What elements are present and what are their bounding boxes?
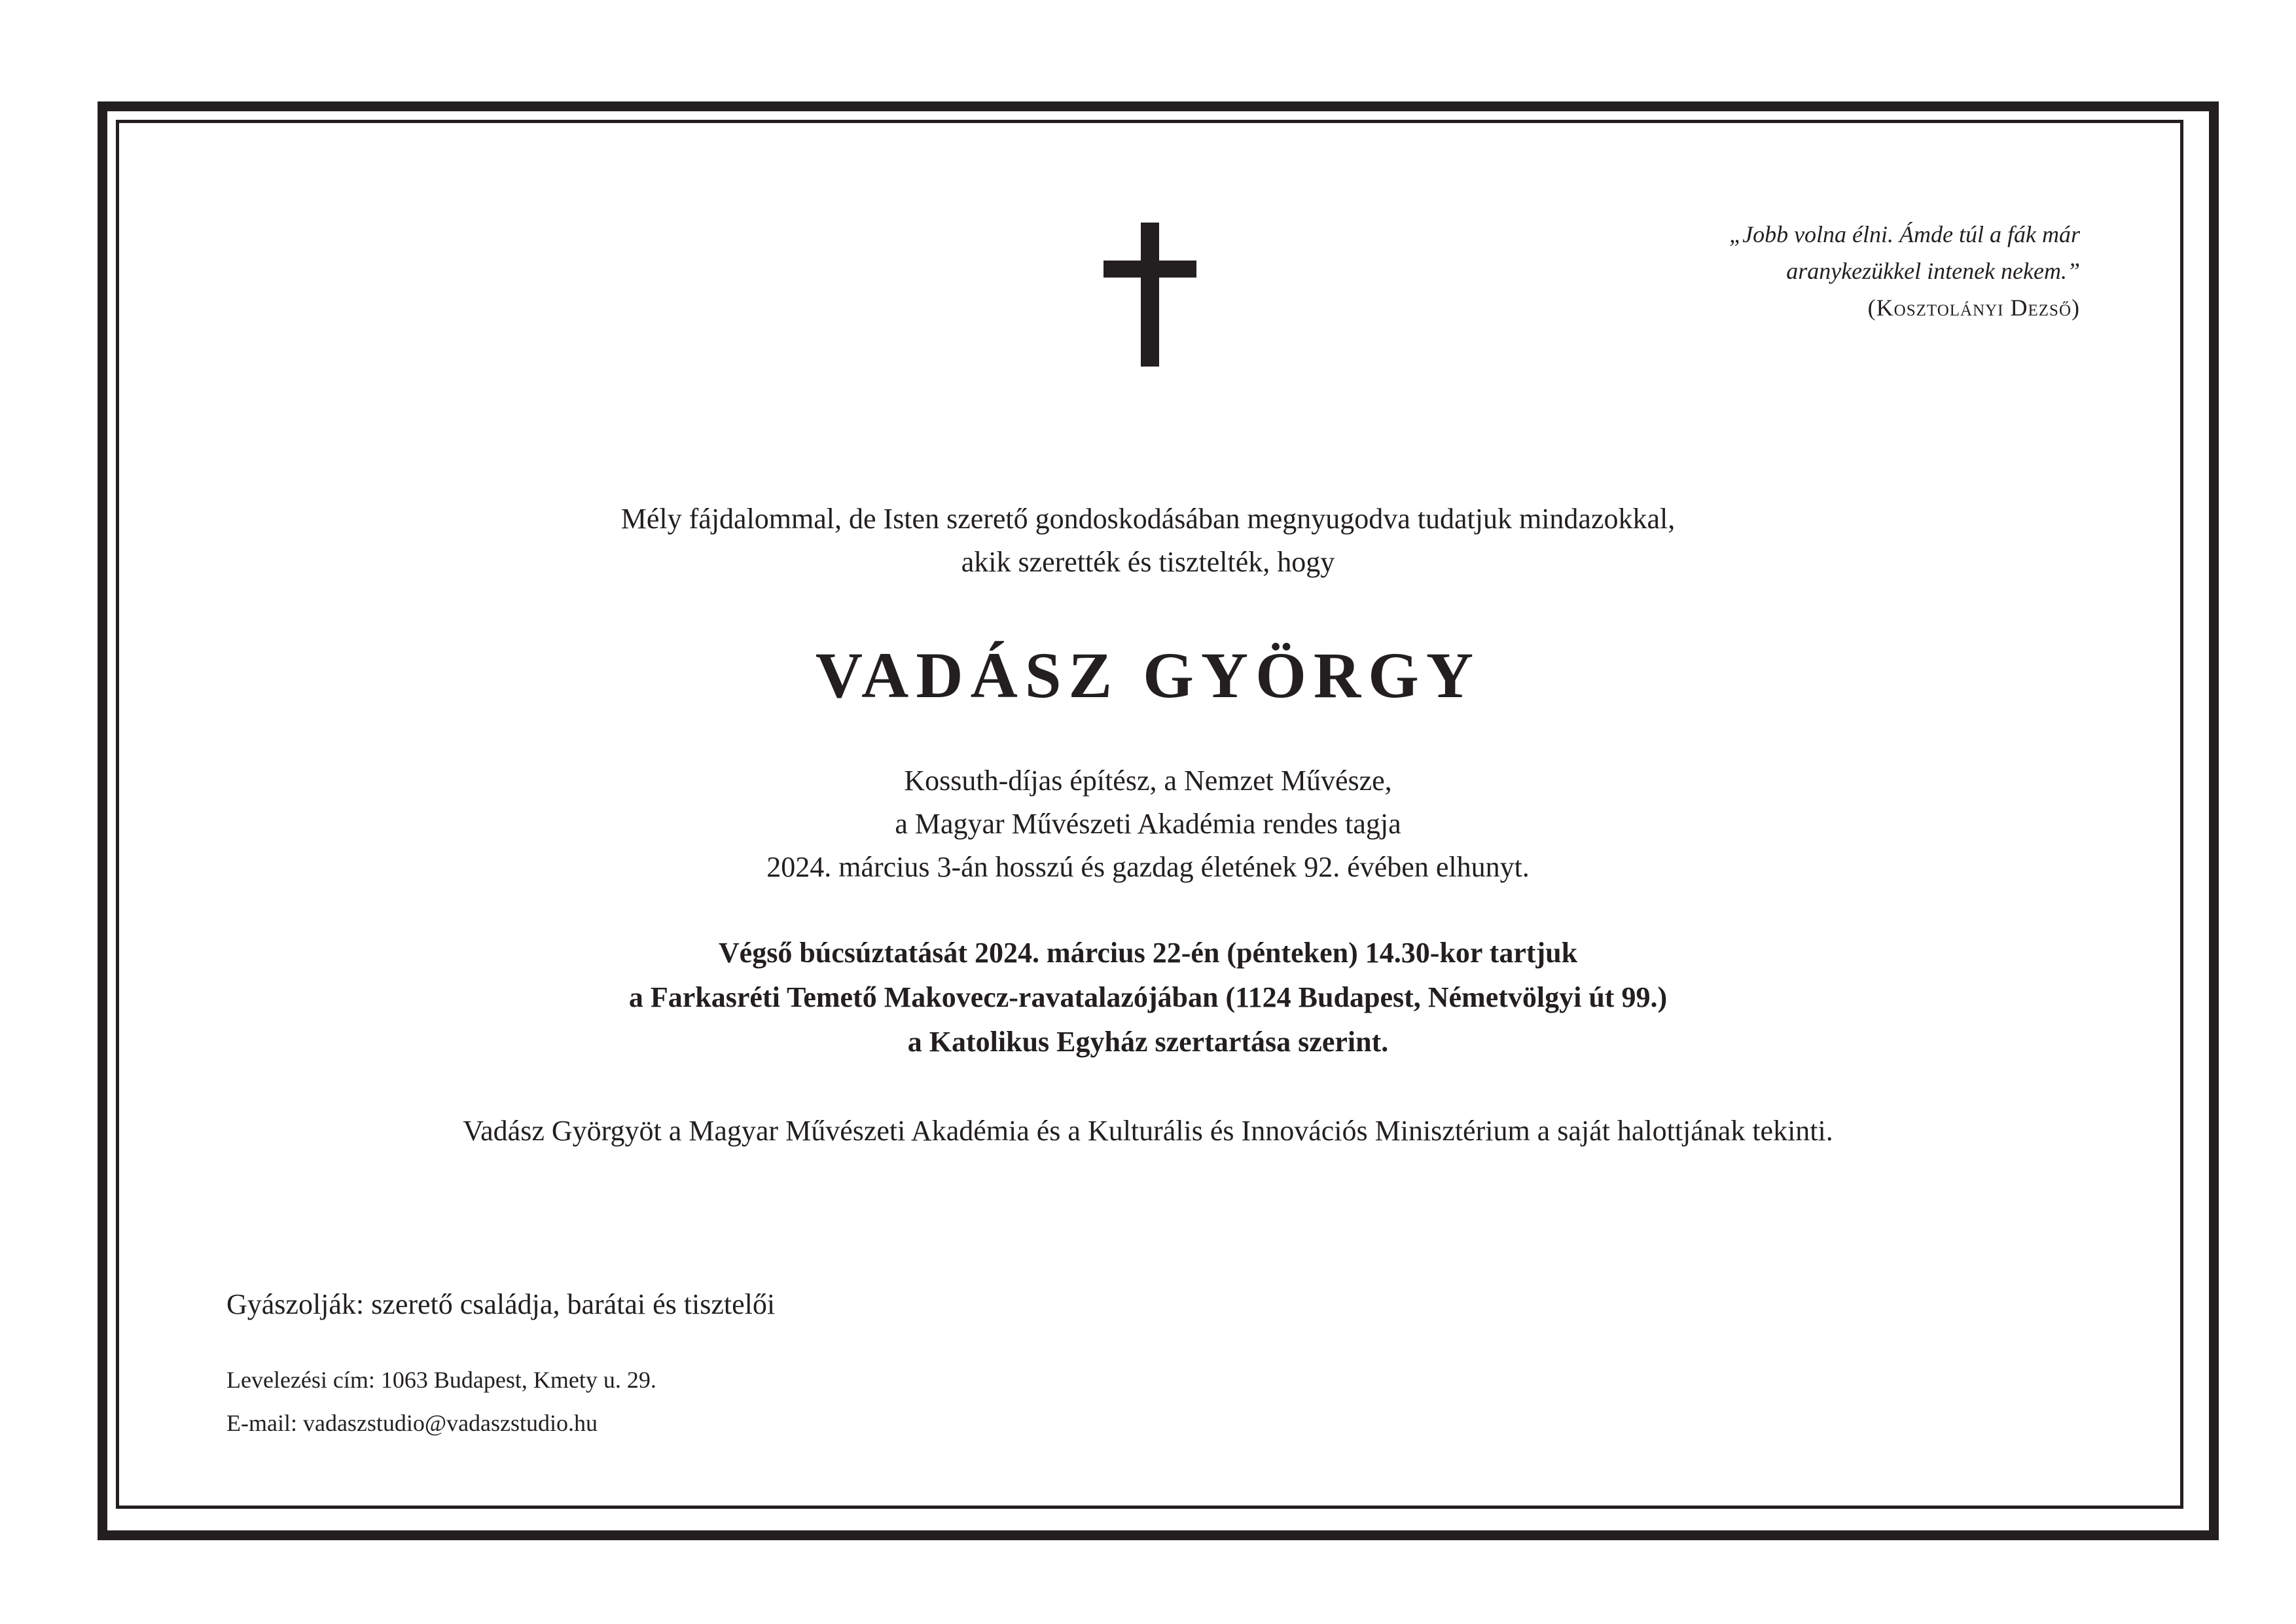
email-address: E-mail: vadaszstudio@vadaszstudio.hu: [226, 1410, 598, 1436]
funeral-line: a Farkasréti Temető Makovecz-ravatalazójában (1124 Budapest, Németvölgyi út 99.): [628, 981, 1668, 1013]
ministry-statement: Vadász Györgyöt a Magyar Művészeti Akadémia és a Kulturális és Innovációs Minisztérium a saját halottjának tekinti.: [463, 1115, 1833, 1147]
quote-author: (Kosztolányi Dezső): [1867, 295, 2080, 321]
titles-line: Kossuth-díjas építész, a Nemzet Művésze,: [904, 765, 1392, 797]
mourners-line: Gyászolják: szerető családja, barátai és tisztelői: [226, 1288, 776, 1320]
cross-icon: [1103, 223, 1196, 367]
intro-line: Mély fájdalommal, de Isten szerető gondoskodásában megnyugodva tudatjuk mindazokkal,: [620, 503, 1676, 535]
titles-line: a Magyar Művészeti Akadémia rendes tagja: [895, 808, 1401, 840]
titles-line: 2024. március 3-án hosszú és gazdag életének 92. évében elhunyt.: [766, 851, 1530, 883]
postal-address: Levelezési cím: 1063 Budapest, Kmety u. 29.: [226, 1367, 656, 1393]
cross-horizontal-bar: [1103, 261, 1196, 278]
quote-line: „Jobb volna élni. Ámde túl a fák már: [1729, 221, 2080, 247]
deceased-name: VADÁSZ GYÖRGY: [815, 639, 1481, 712]
titles-paragraph: [0, 759, 2296, 889]
epigraph-quote: [1622, 216, 2080, 326]
funeral-details: [0, 931, 2296, 1064]
intro-paragraph: [0, 497, 2296, 584]
cross-vertical-bar: [1141, 223, 1159, 367]
funeral-line: Végső búcsúztatását 2024. március 22-én (pénteken) 14.30-kor tartjuk: [718, 937, 1578, 969]
funeral-line: a Katolikus Egyház szertartása szerint.: [907, 1026, 1389, 1058]
contact-info: [226, 1358, 656, 1445]
quote-line: aranykezükkel intenek nekem.”: [1786, 258, 2080, 284]
intro-line: akik szerették és tisztelték, hogy: [961, 546, 1335, 578]
